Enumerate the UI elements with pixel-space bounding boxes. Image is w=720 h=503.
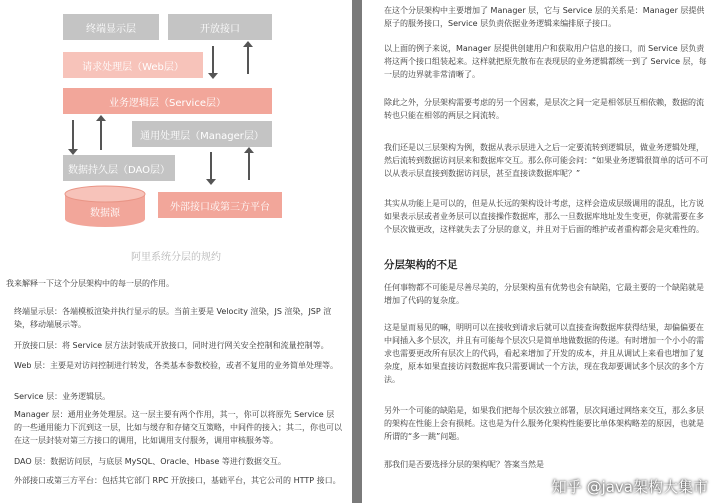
diagram-caption: 阿里系统分层的规约 <box>131 252 221 263</box>
up-arrow-icon <box>247 46 249 74</box>
paragraph-5: 其实从功能上是可以的，但是从长远的架构设计考虑，这样会造成层级调用的混乱，比方说如果表示层或者业务层可以直接操作数据库，那么一旦数据库地址发生变更，你就需要在多个层次做更改，这样就失去了分层的意义，并且对于后面的维护或者重构都会是灾难性的。 <box>384 199 704 234</box>
web-layer-box: 请求处理层（Web层） <box>63 52 203 78</box>
item-service-layer: Service 层：业务逻辑层。 <box>14 392 111 401</box>
paragraph-9: 那我们是否要选择分层的架构呢？答案当然是 <box>384 460 544 469</box>
item-web-layer: Web 层：主要是对访问控制进行转发，各类基本参数校验，或者不复用的业务简单处理等。 <box>14 361 338 370</box>
database-label: 数据源 <box>90 207 120 219</box>
manager-layer-box: 通用处理层（Manager层） <box>132 121 272 147</box>
up-arrow-icon <box>248 152 250 180</box>
paragraph-1: 在这个分层架构中主要增加了 Manager 层，它与 Service 层的关系是：Manager 层提供原子的服务接口，Service 层负责依据业务逻辑来编排原子接口。 <box>384 6 705 28</box>
left-page <box>0 0 352 503</box>
service-layer-box: 业务逻辑层（Service层） <box>63 88 272 114</box>
up-arrow-icon <box>100 120 102 150</box>
paragraph-8: 另外一个可能的缺陷是，如果我们把每个层次独立部署，层次间通过网络来交互，那么多层的架构在性能上会有损耗。这也是为什么服务化架构性能要比单体架构略差的原因，也就是所谓的“多一跳”问题。 <box>384 406 704 441</box>
display-layer-box: 终端显示层 <box>63 14 159 40</box>
item-external: 外部接口或第三方平台：包括其它部门 RPC 开放接口，基础平台，其它公司的 HTTP 接口。 <box>14 476 341 485</box>
paragraph-3: 除此之外，分层架构需要考虑的另一个因素，是层次之间一定是相邻层互相依赖，数据的流转也只能在相邻的两层之间流转。 <box>384 98 704 120</box>
paragraph-6: 任何事物都不可能是尽善尽美的，分层架构虽有优势也会有缺陷，它最主要的一个缺陷就是增加了代码的复杂度。 <box>384 283 704 305</box>
paragraph-7: 这是显而易见的嘛，明明可以在接收到请求后就可以直接查询数据库获得结果，却偏偏要在中间插入多个层次，并且有可能每个层次只是简单地做数据的传递。有时增加一个小小的需求也需要更改所有层次上的代码，看起来增加了开发的成本，并且从调试上来看也增加了复杂度，原本如果直接访问数据库我只需要调试一个方法，现在我却要调试多个层次的多个方法。 <box>384 323 704 384</box>
paragraph-2: 以上面的例子来说，Manager 层提供创建用户和获取用户信息的接口，而 Service 层负责将这两个接口组装起来。这样就把原先散布在表现层的业务逻辑都统一到了 Service 层，每一层的边界就非常清晰了。 <box>384 44 707 79</box>
section-heading: 分层架构的不足 <box>384 259 458 271</box>
down-arrow-icon <box>212 46 214 74</box>
item-open-api: 开放接口层：将 Service 层方法封装成开放接口，同时进行网关安全控制和流量控制等。 <box>14 341 329 350</box>
intro-text: 我来解释一下这个分层架构中的每一层的作用。 <box>6 279 174 288</box>
watermark: 知乎 @java架构大集市 <box>551 478 708 496</box>
external-platform-box: 外部接口或第三方平台 <box>158 192 282 218</box>
item-manager-layer: Manager 层：通用业务处理层。这一层主要有两个作用，其一，你可以将原先 Service 层的一些通用能力下沉到这一层，比如与缓存和存储交互策略，中间件的接入；其二，你也可以在这一层封装对第三方接口的调用，比如调用支付服务，调用审核服务等。 <box>14 410 342 445</box>
dao-layer-box: 数据持久层（DAO层） <box>63 155 175 181</box>
right-page <box>362 0 720 503</box>
down-arrow-icon <box>72 120 74 150</box>
paragraph-4: 我们还是以三层架构为例，数据从表示层进入之后一定要流转到逻辑层，做业务逻辑处理，然后流转到数据访问层来和数据库交互。那么你可能会问：“如果业务逻辑很简单的话可不可以从表示层直接到数据访问层，甚至直接读数据库呢？” <box>384 143 709 178</box>
down-arrow-icon <box>210 152 212 180</box>
item-dao-layer: DAO 层：数据访问层，与底层 MySQL、Oracle、Hbase 等进行数据交互。 <box>14 457 286 466</box>
open-api-box: 开放接口 <box>168 14 272 40</box>
item-display-layer: 终端显示层：各端模板渲染并执行显示的层。当前主要是 Velocity 渲染，JS 渲染，JSP 渲染，移动端展示等。 <box>14 307 332 329</box>
